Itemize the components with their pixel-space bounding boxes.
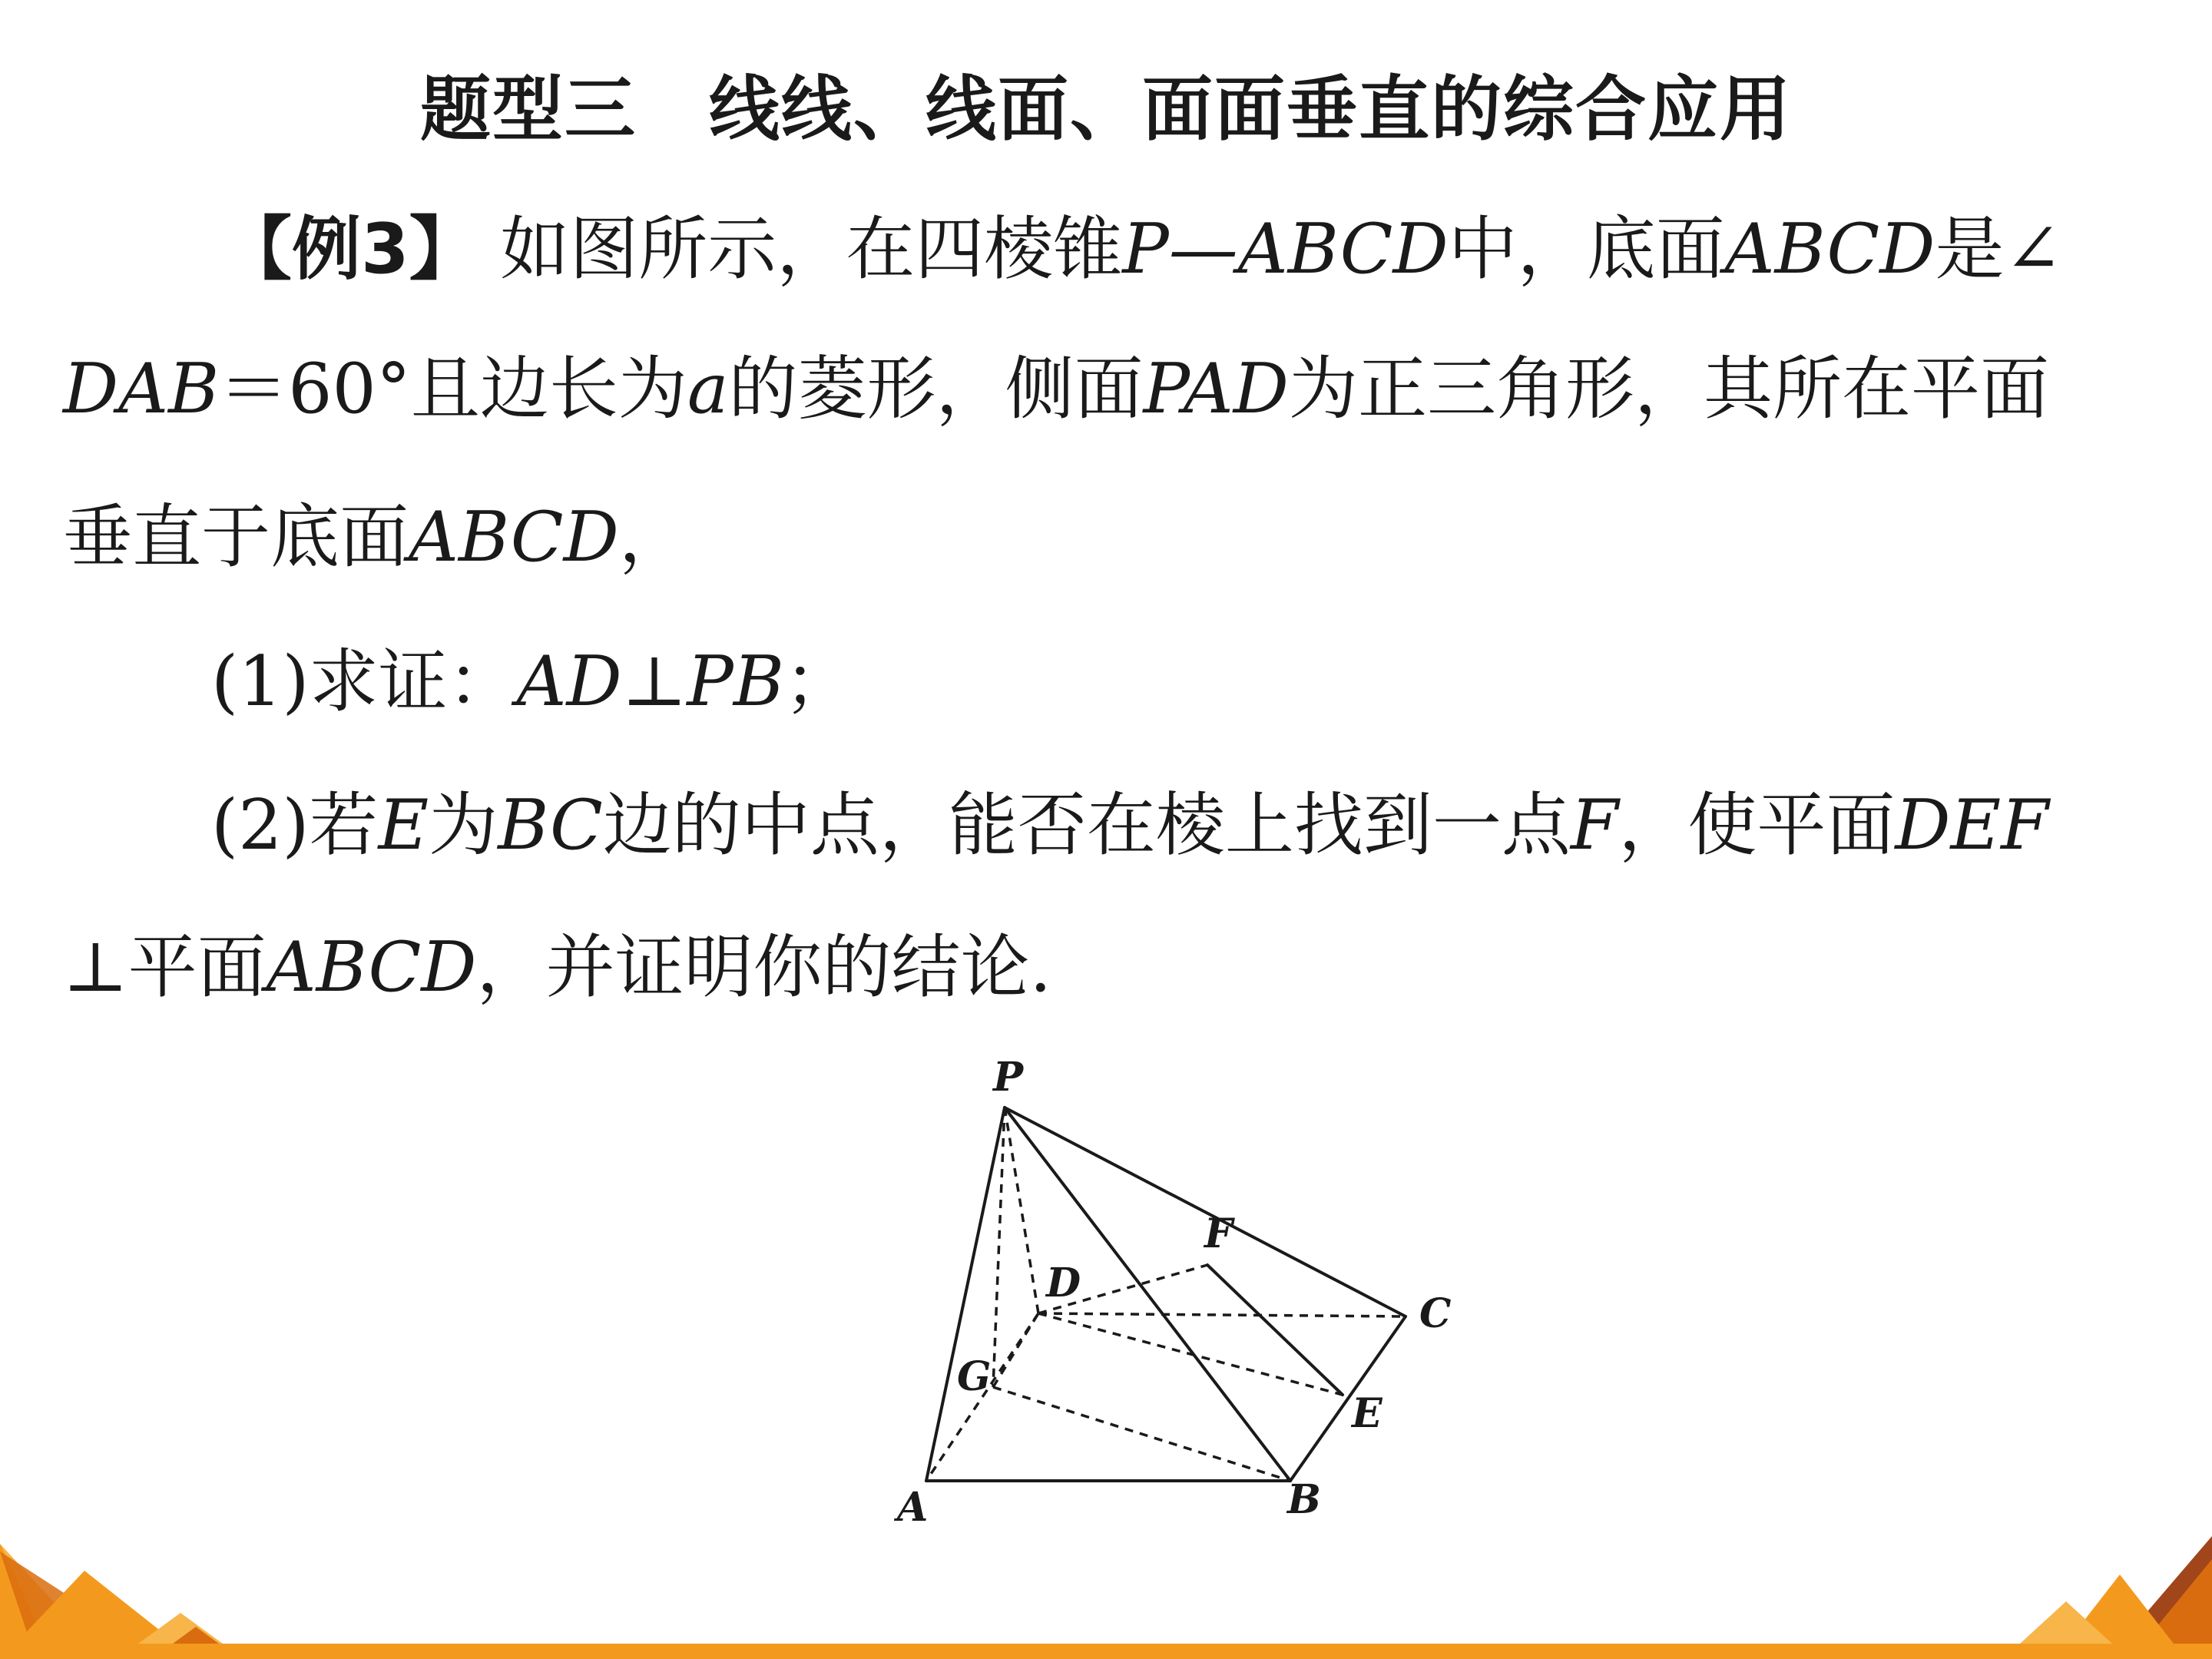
- bottom-decoration: [0, 1528, 2212, 1659]
- problem-line-2: [63, 343, 2149, 435]
- question-1: [211, 636, 2149, 728]
- text-run: 边的中点，能否在棱上找到一点: [602, 785, 1571, 866]
- edge-BC: [1290, 1316, 1406, 1481]
- text-run: (1)求证：: [211, 641, 517, 722]
- text-run: ，并证明你的结论.: [476, 927, 1052, 1008]
- vertex-label-B: B: [1287, 1476, 1321, 1523]
- text-run: ；: [784, 641, 853, 722]
- text-run: 为正三角形，其所在平面: [1288, 349, 2049, 429]
- edge-DC: [1038, 1313, 1406, 1316]
- decorative-banner: [0, 1528, 2212, 1659]
- math-run: DEF: [1895, 785, 2049, 866]
- math-run: P—ABCD: [1122, 209, 1449, 290]
- math-run: ABCD: [266, 927, 477, 1008]
- text-run: 是∠: [1935, 209, 2062, 290]
- text-run: (2)若: [211, 785, 379, 866]
- example-label: 【例3】: [223, 209, 478, 290]
- vertex-label-C: C: [1419, 1290, 1452, 1337]
- vertex-label-P: P: [993, 1054, 1024, 1101]
- text-run: 为: [429, 785, 498, 866]
- text-run: ，: [618, 497, 688, 578]
- vertex-label-E: E: [1352, 1390, 1382, 1437]
- math-run: DAB: [63, 349, 220, 429]
- question-2-continued: [63, 922, 2149, 1014]
- text-run: ⊥平面: [63, 927, 267, 1008]
- math-run: E: [378, 785, 429, 866]
- vertex-label-G: G: [957, 1353, 992, 1400]
- math-run: ABCD: [1724, 209, 1936, 290]
- text-run: 垂直于底面: [63, 497, 409, 578]
- edge-DE: [1038, 1313, 1343, 1395]
- edge-PA: [926, 1108, 1005, 1481]
- question-2: [211, 780, 2149, 872]
- text-run: 中，底面: [1448, 209, 1725, 290]
- math-run: F: [1570, 785, 1619, 866]
- vertex-label-D: D: [1046, 1260, 1081, 1306]
- math-run: AD: [516, 641, 622, 722]
- text-run: 的菱形，侧面: [728, 349, 1144, 429]
- math-run: BC: [498, 785, 603, 866]
- edge-PD: [1005, 1108, 1038, 1313]
- pyramid-diagram: [868, 1052, 1467, 1544]
- text-run: ，使平面: [1618, 785, 1896, 866]
- vertex-label-A: A: [897, 1484, 929, 1531]
- orange-band: [0, 1644, 2212, 1659]
- edge-GD: [993, 1313, 1038, 1387]
- math-run: ABCD: [409, 497, 619, 578]
- text-run: 如图所示，在四棱锥: [478, 209, 1123, 290]
- text-run: ＝60°且边长为: [219, 349, 687, 429]
- slide-title: 题型三 线线、线面、面面垂直的综合应用: [419, 68, 1792, 151]
- perpendicular-symbol: ⊥: [621, 641, 687, 722]
- edge-GB: [993, 1387, 1290, 1481]
- math-run: PB: [687, 641, 784, 722]
- math-run: a: [687, 349, 729, 429]
- problem-line-1: [223, 204, 2151, 296]
- math-run: PAD: [1143, 349, 1289, 429]
- pyramid-figure: [868, 1052, 1467, 1544]
- vertex-label-F: F: [1204, 1210, 1233, 1257]
- problem-line-3: [63, 492, 2149, 584]
- edge-FE: [1207, 1265, 1343, 1395]
